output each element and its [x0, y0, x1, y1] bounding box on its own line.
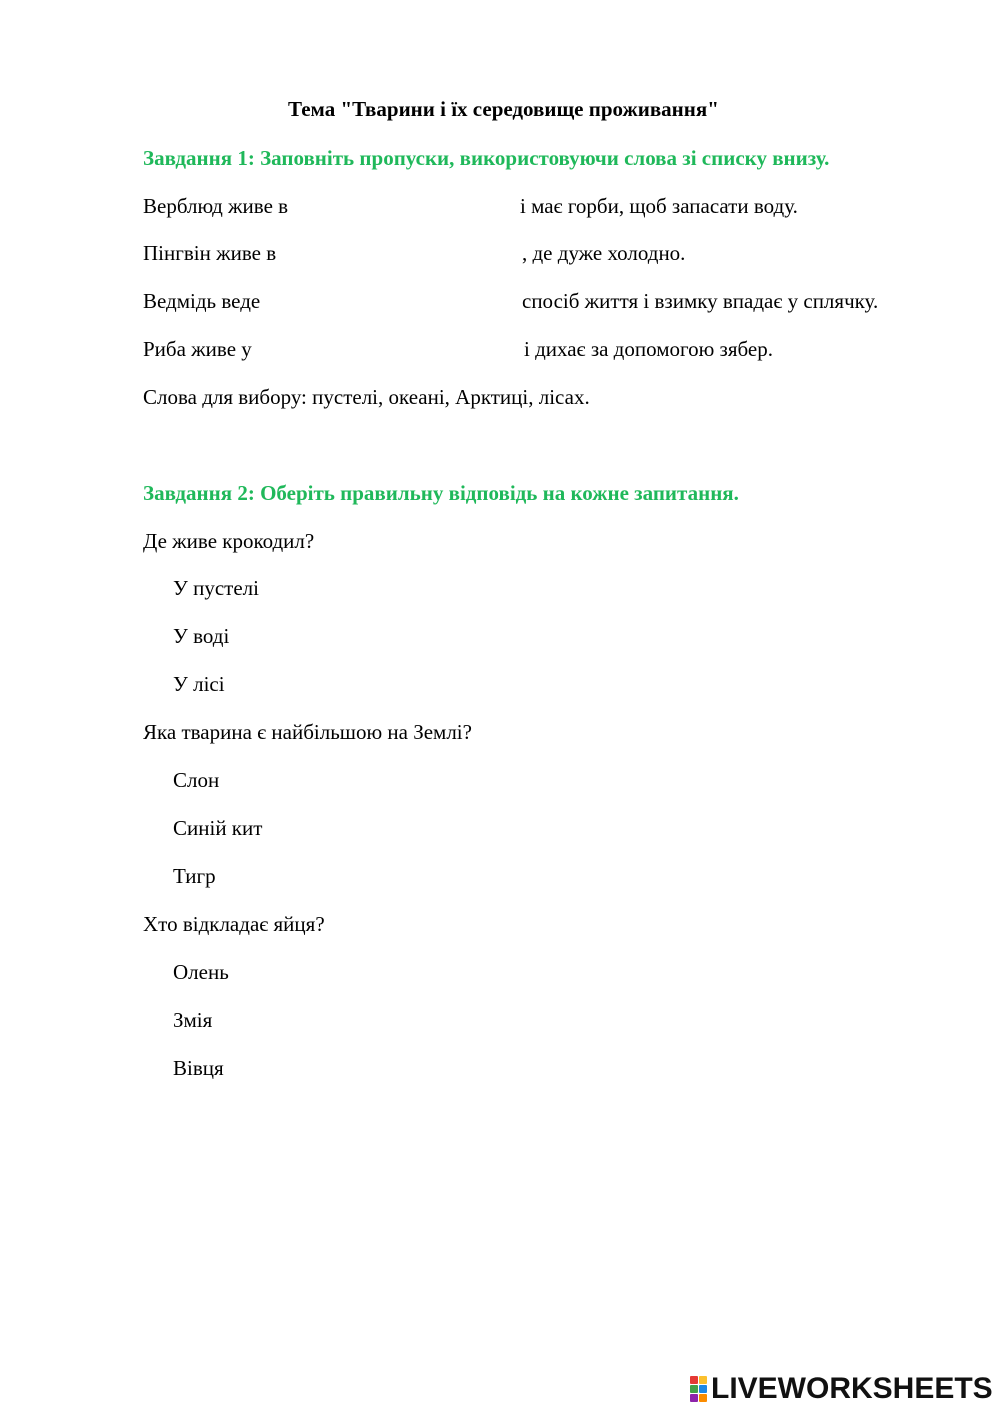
q2-option-3[interactable]: Тигр [173, 864, 216, 888]
liveworksheets-logo [690, 1374, 993, 1404]
sentence-1-before: Верблюд живе в [143, 194, 289, 218]
logo-square-4 [699, 1385, 707, 1393]
logo-square-1 [690, 1376, 698, 1384]
sentence-1-after: і має горби, щоб запасати воду. [520, 194, 798, 218]
logo-square-6 [699, 1394, 707, 1402]
sentence-4-blank[interactable] [280, 337, 510, 361]
q1-option-1[interactable]: У пустелі [173, 576, 259, 600]
q2-option-1[interactable]: Слон [173, 768, 220, 792]
logo-grid-icon [690, 1376, 707, 1402]
sentence-3-blank[interactable] [290, 289, 510, 313]
q3-option-1[interactable]: Олень [173, 960, 229, 984]
sentence-1-blank[interactable] [330, 194, 510, 218]
logo-square-5 [690, 1394, 698, 1402]
q1-option-3[interactable]: У лісі [173, 672, 225, 696]
logo-square-2 [699, 1376, 707, 1384]
q3-option-2[interactable]: Змія [173, 1008, 213, 1032]
logo-text: LIVEWORKSHEETS [711, 1372, 993, 1405]
word-bank: Слова для вибору: пустелі, океані, Арктиці, лісах. [143, 385, 590, 409]
question-3: Хто відкладає яйця? [143, 912, 325, 936]
question-2: Яка тварина є найбільшою на Землі? [143, 720, 472, 744]
q1-option-2[interactable]: У воді [173, 624, 230, 648]
sentence-2-after: , де дуже холодно. [522, 241, 686, 265]
q3-option-3[interactable]: Вівця [173, 1056, 224, 1080]
question-1: Де живе крокодил? [143, 529, 315, 553]
sentence-3-after: спосіб життя і взимку впадає у сплячку. [522, 289, 879, 313]
sentence-2-blank[interactable] [310, 241, 510, 265]
sentence-3-before: Ведмідь веде [143, 289, 261, 313]
task1-heading: Завдання 1: Заповніть пропуски, використовуючи слова зі списку внизу. [143, 146, 830, 170]
q2-option-2[interactable]: Синій кит [173, 816, 263, 840]
sentence-2-before: Пінгвін живе в [143, 241, 277, 265]
sentence-4-after: і дихає за допомогою зябер. [524, 337, 773, 361]
task2-heading: Завдання 2: Оберіть правильну відповідь на кожне запитання. [143, 481, 739, 505]
page-title: Тема "Тварини і їх середовище проживання" [288, 97, 719, 121]
sentence-4-before: Риба живе у [143, 337, 252, 361]
logo-square-3 [690, 1385, 698, 1393]
